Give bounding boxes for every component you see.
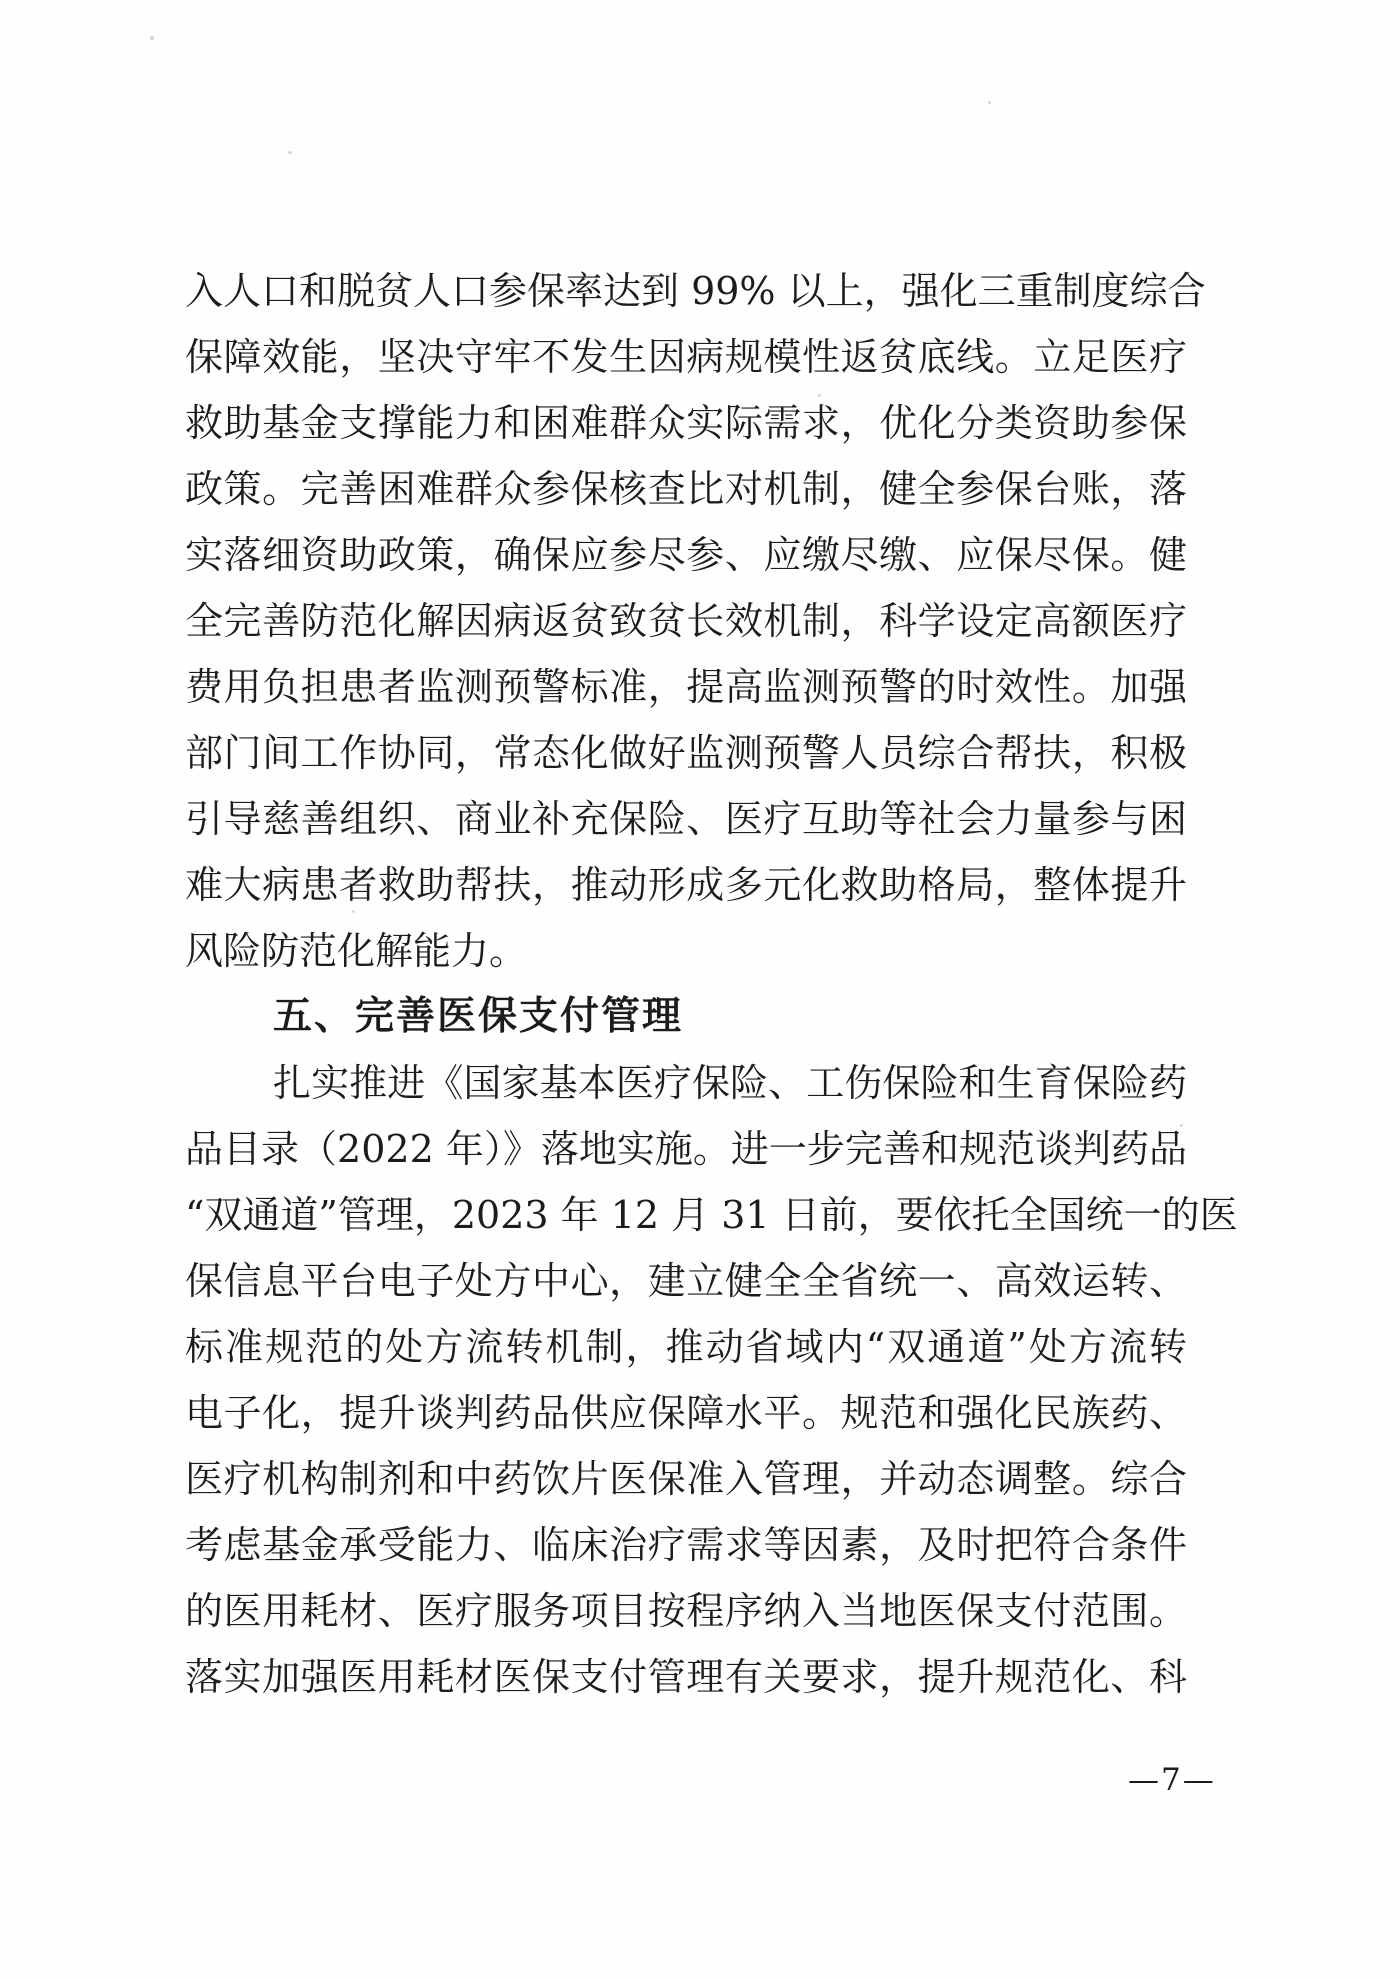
text-line: 部门间工作协同，常态化做好监测预警人员综合帮扶，积极 <box>185 731 1187 775</box>
text-line: 医疗机构制剂和中药饮片医保准入管理，并动态调整。综合 <box>185 1457 1187 1501</box>
text-line: 难大病患者救助帮扶，推动形成多元化救助格局，整体提升 <box>185 863 1187 907</box>
text-line: 扎实推进《国家基本医疗保险、工伤保险和生育保险药 <box>273 1061 1187 1105</box>
text-line: 入人口和脱贫人口参保率达到 99% 以上，强化三重制度综合 <box>185 269 1206 313</box>
text-block <box>185 258 1238 1710</box>
text-line: 政策。完善困难群众参保核查比对机制，健全参保台账，落 <box>185 467 1187 511</box>
page-number: —7— <box>1128 1762 1216 1798</box>
text-line: 标准规范的处方流转机制，推动省域内“双通道”处方流转 <box>185 1325 1187 1369</box>
text-line: 费用负担患者监测预警标准，提高监测预警的时效性。加强 <box>185 665 1187 709</box>
text-line: 实落细资助政策，确保应参尽参、应缴尽缴、应保尽保。健 <box>185 533 1187 577</box>
scan-speck <box>352 910 355 913</box>
section-heading: 五、完善医保支付管理 <box>273 994 684 1039</box>
scan-speck <box>842 1592 845 1594</box>
scan-speck <box>1180 1124 1183 1127</box>
text-line: 引导慈善组织、商业补充保险、医疗互助等社会力量参与困 <box>185 797 1187 841</box>
text-line: “双通道”管理，2023 年 12 月 31 日前，要依托全国统一的医 <box>185 1193 1238 1237</box>
text-line: 落实加强医用耗材医保支付管理有关要求，提升规范化、科 <box>185 1655 1187 1699</box>
scan-speck <box>818 394 821 397</box>
text-line: 保信息平台电子处方中心，建立健全全省统一、高效运转、 <box>185 1259 1187 1303</box>
scan-speck <box>288 151 292 154</box>
scan-speck <box>150 36 154 40</box>
text-line: 全完善防范化解因病返贫致贫长效机制，科学设定高额医疗 <box>185 599 1187 643</box>
text-line: 电子化，提升谈判药品供应保障水平。规范和强化民族药、 <box>185 1391 1187 1435</box>
text-line: 的医用耗材、医疗服务项目按程序纳入当地医保支付范围。 <box>185 1589 1187 1633</box>
text-line: 救助基金支撑能力和困难群众实际需求，优化分类资助参保 <box>185 401 1187 445</box>
text-line: 保障效能，坚决守牢不发生因病规模性返贫底线。立足医疗 <box>185 335 1187 379</box>
scan-speck <box>988 101 991 104</box>
text-line: 考虑基金承受能力、临床治疗需求等因素，及时把符合条件 <box>185 1523 1187 1567</box>
text-line: 风险防范化解能力。 <box>185 929 528 973</box>
text-line: 品目录（2022 年）》落地实施。进一步完善和规范谈判药品 <box>185 1127 1187 1171</box>
